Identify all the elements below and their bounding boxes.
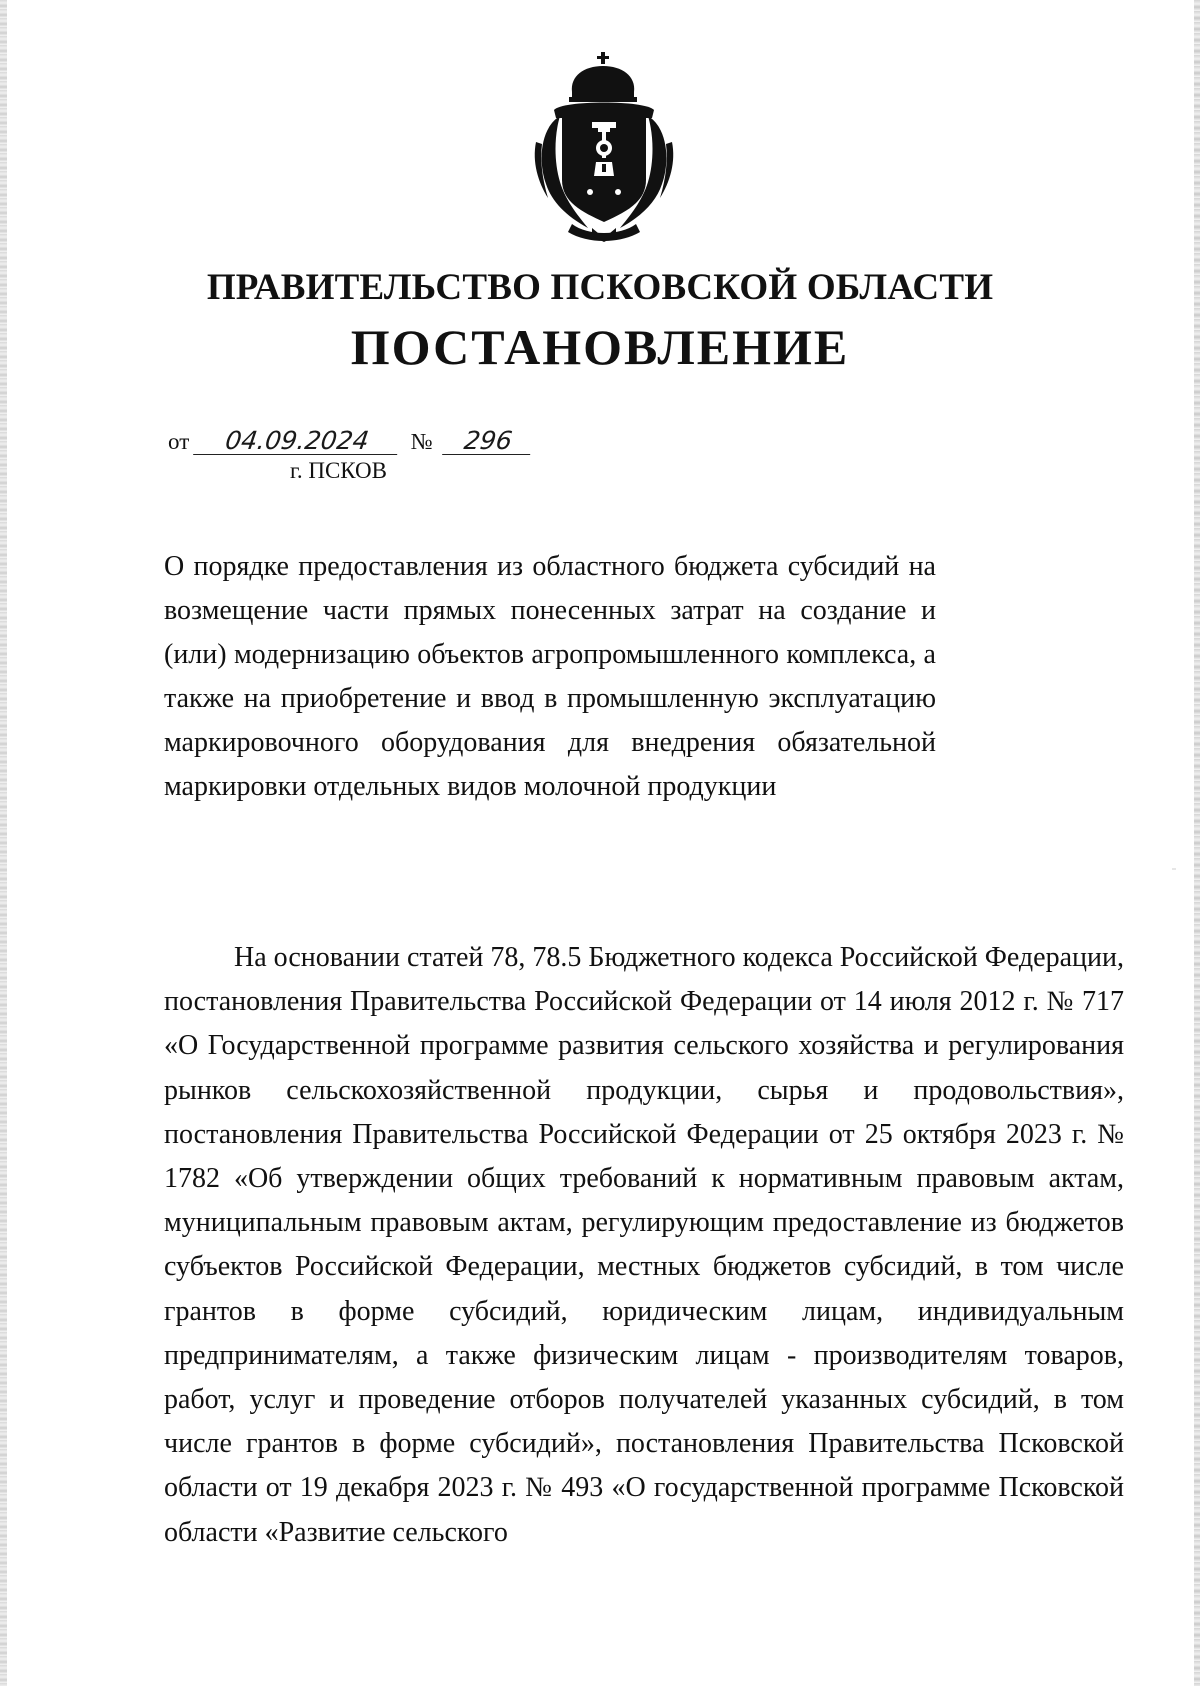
scan-edge-right (1194, 0, 1200, 1686)
scan-speck (1172, 868, 1176, 870)
registration-line (168, 428, 532, 455)
city: г. ПСКОВ (290, 458, 388, 483)
scan-edge-left (0, 0, 7, 1686)
date-value: 04.09.2024 (193, 428, 401, 455)
document-subject: О порядке предоставления из областного бюджета субсидий на возмещение части прямых понесенных затрат на создание и (или) модернизацию объектов агропромышленного комплекса, а также на приобретение и ввод в промышленную эксплуатацию маркировочного оборудования для внедрения обязательной маркировки отдельных видов молочной продукции (164, 551, 936, 802)
number-value: 296 (443, 428, 535, 455)
document-type: ПОСТАНОВЛЕНИЕ (350, 319, 850, 375)
date-label: от (168, 429, 190, 454)
pskov-coat-of-arms-icon (532, 52, 676, 242)
body-text: На основании статей 78, 78.5 Бюджетного кодекса Российской Федерации, постановления Правительства Российской Федерации от 14 июля 2012 г. № 717 «О Государственной программе развития сельского хозяйства и регулирования рынков сельскохозяйственной продукции, сырья и продовольствия», постановления Правительства Российской Федерации от 25 октября 2023 г. № 1782 «Об утверждении общих требований к нормативным правовым актам, муниципальным правовым актам, регулирующим предоставление из бюджетов субъектов Российской Федерации, местных бюджетов субсидий, в том числе грантов в форме субсидий, юридическим лицам, индивидуальным предпринимателям, а также физическим лицам - производителям товаров, работ, услуг и проведение отборов получателей указанных субсидий, в том числе грантов в форме субсидий», постановления Правительства Псковской области от 19 декабря 2023 г. № 493 «О государственной программе Псковской области «Развитие сельского (164, 942, 1124, 1548)
body-paragraph (164, 936, 1124, 1555)
organization-name: ПРАВИТЕЛЬСТВО ПСКОВСКОЙ ОБЛАСТИ (206, 267, 994, 308)
number-label: № (410, 429, 433, 454)
